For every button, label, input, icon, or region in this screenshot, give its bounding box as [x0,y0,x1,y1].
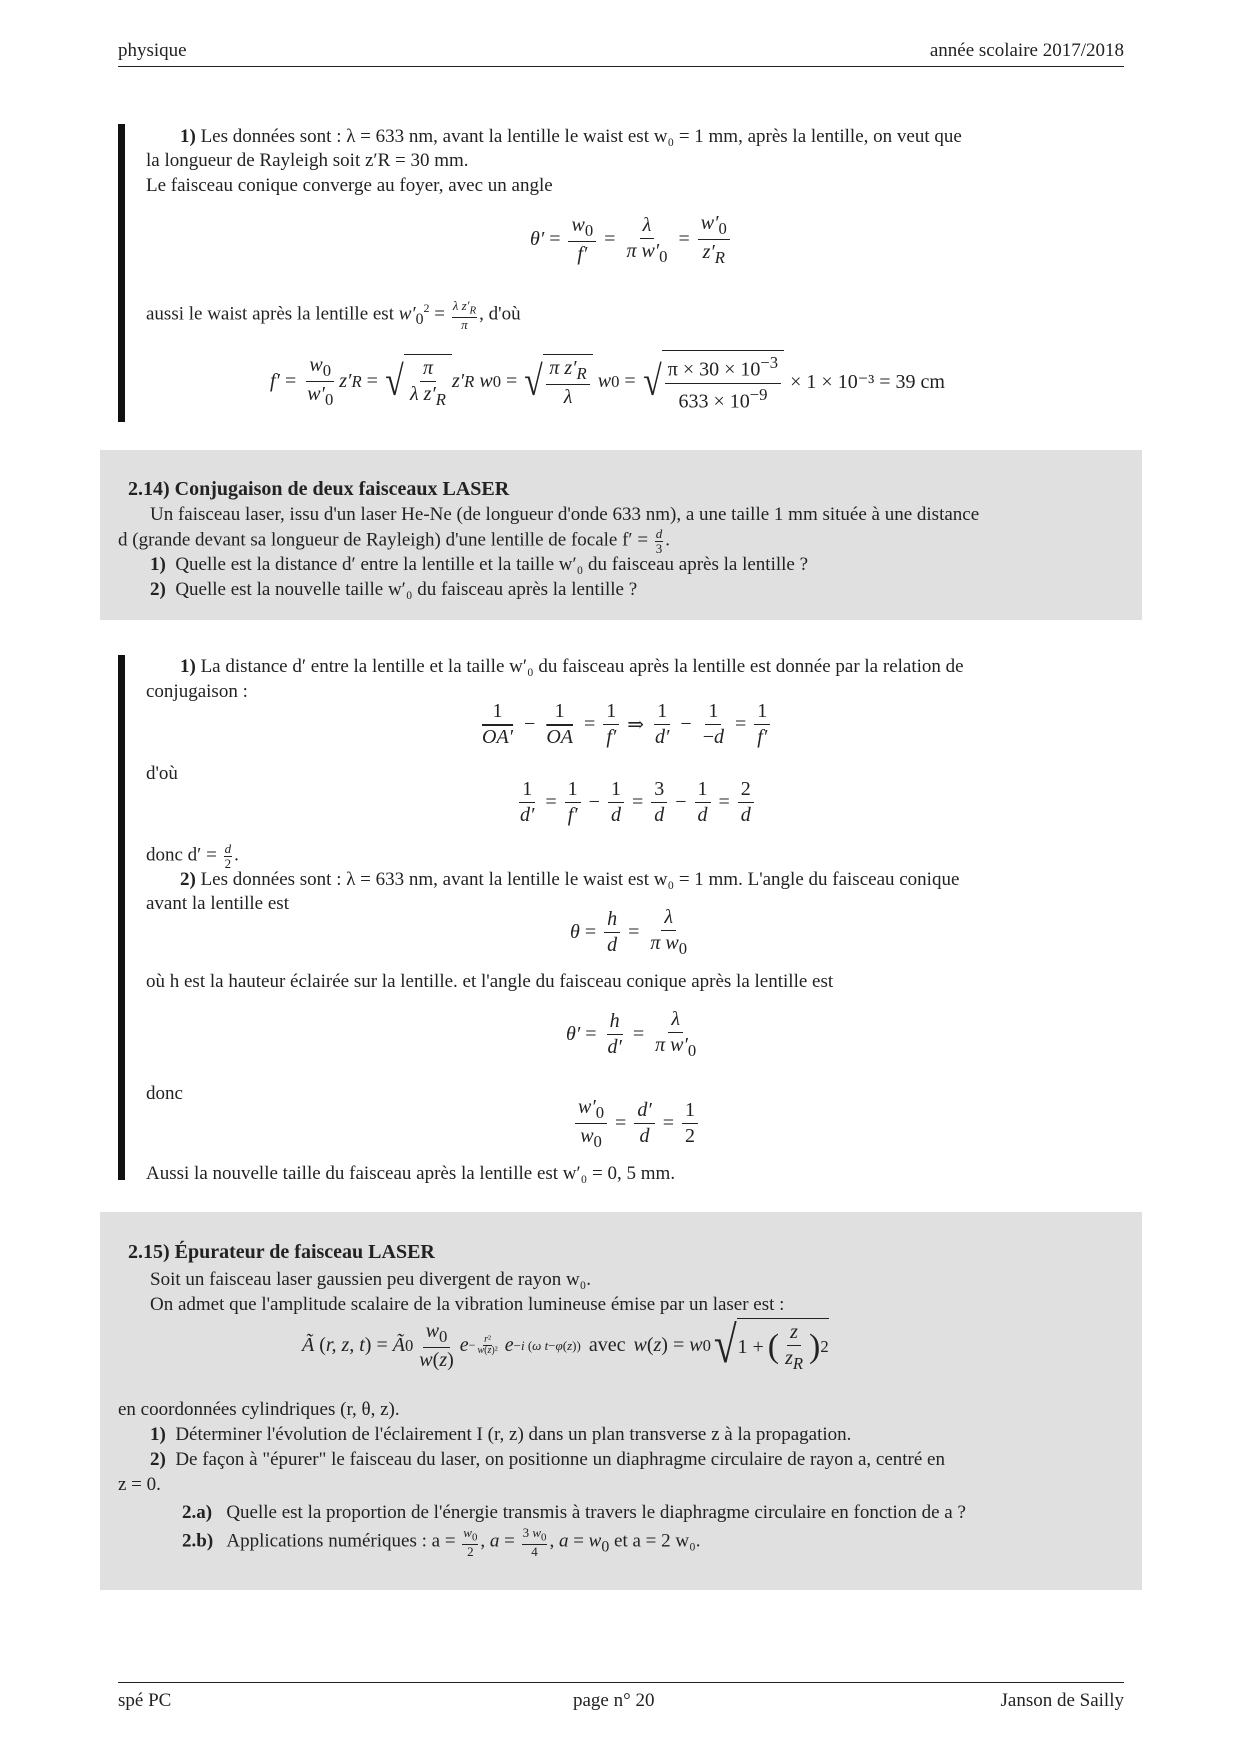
sol2-line6: Aussi la nouvelle taille du faisceau après la lentille est w′₀ = 0, 5 mm. [146,1163,676,1184]
equation-focal-length: f′ = $\frac{w_0}{w'_0}$ z′ R = √ $\frac{\pi}{\lambda z'_R}$ z′ R w 0 = √ $\frac{\pi z'_R}{\lambda}$ w 0 = √ $\frac{\pi \times 30 \times 10^{-3}}{633 \times 10^{-9}}$ × 1 × 10⁻³ = 39 cm [270,350,945,413]
sol1-line2: la longueur de Rayleigh soit z′R = 30 mm. [146,150,469,171]
ex215-question-2: 2) De façon à "épurer" le faisceau du laser, on positionne un diaphragme circulaire de rayon a, centré en [150,1449,945,1470]
sol2-line4: avant la lentille est [146,893,289,914]
footer-page-number: page n° 20 [573,1690,655,1711]
sol2-dou: d'où [146,763,178,784]
equation-theta: θ = $\frac{h}{d}$ = $\frac{\lambda}{\pi w_0}$ [570,906,688,958]
footer-class: spé PC [118,1690,172,1711]
solution-bar-2 [118,655,125,1180]
ex214-question-2: 2) Quelle est la nouvelle taille w′₀ du faisceau après la lentille ? [150,579,638,600]
header-rule [118,66,1124,67]
ex214-line2: d (grande devant sa longueur de Rayleigh) d'une lentille de focale f′ = $\frac{d}{3}$ . [118,526,671,556]
header-subject: physique [118,40,187,61]
equation-conjugation: $\frac{1}{OA'}$ − $\frac{1}{OA}$ = $\frac{1}{f'}$ ⇒ $\frac{1}{d'}$ − $\frac{1}{-d}$ = $\frac{1}{f'}$ [476,700,773,749]
sol2-donc2: donc [146,1083,183,1104]
sol2-line2: conjugaison : [146,681,248,702]
sol2-donc1: donc d′ = $\frac{d}{2}$ . [146,841,239,871]
ex215-line3: en coordonnées cylindriques (r, θ, z). [118,1399,400,1420]
exercise-2-14-title: 2.14) Conjugaison de deux faisceaux LASER [128,478,510,500]
equation-gaussian-amplitude: Ã ( r, z, t ) = Ã 0 $\frac{w_0}{w(z)}$ e − $\frac{\text{r²}}{\text{w(z)²}}$ e −i (ω t−φ(z)) avec w ( z ) = w 0 √ 1 + ( $\frac{z}{z_R}$ ) 2 [302,1316,829,1374]
sol2-line1: 1) La distance d′ entre la lentille et la taille w′₀ du faisceau après la lentille est donnée par la relation de [180,656,964,677]
ex215-question-2a: 2.a) Quelle est la proportion de l'énergie transmis à travers le diaphragme circulaire en fonction de a ? [182,1502,966,1523]
ex214-question-1: 1) Quelle est la distance d′ entre la lentille et la taille w′₀ du faisceau après la lentille ? [150,554,809,575]
sol2-line3: 2) Les données sont : λ = 633 nm, avant la lentille le waist est w₀ = 1 mm. L'angle du faisceau conique [180,869,960,890]
sol1-line1: 1) Les données sont : λ = 633 nm, avant la lentille le waist est w₀ = 1 mm, après la lentille, on veut que [180,126,962,147]
sol1-line4: aussi le waist après la lentille est $w'_0^2$ = $\frac{\lambda z'_R}{\pi}$ , d'où [146,297,521,332]
equation-theta-prime-2: θ′ = $\frac{h}{d'}$ = $\frac{\lambda}{\pi w'_0}$ [566,1008,697,1060]
equation-waist-ratio: $\frac{w'_0}{w_0}$ = $\frac{d'}{d}$ = $\frac{1}{2}$ [572,1096,701,1151]
ex215-question-1: 1) Déterminer l'évolution de l'éclairement I (r, z) dans un plan transverse z à la propagation. [150,1424,852,1445]
equation-theta-prime: θ′ = $\frac{w_0}{f'}$ = $\frac{\lambda}{\pi w'_0}$ = $\frac{w'_0}{z'_R}$ [530,212,733,267]
ex214-line1: Un faisceau laser, issu d'un laser He-Ne (de longueur d'onde 633 nm), a une taille 1 mm située à une distance [150,504,980,525]
equation-inverse-d-prime: $\frac{1}{d'}$ = $\frac{1}{f'}$ − $\frac{1}{d}$ = $\frac{3}{d}$ − $\frac{1}{d}$ = $\frac{2}{d}$ [514,778,757,827]
footer-school: Janson de Sailly [1000,1690,1124,1711]
footer-rule [118,1682,1124,1683]
sol2-line5: où h est la hauteur éclairée sur la lentille. et l'angle du faisceau conique après la lentille est [146,971,834,992]
solution-bar-1 [118,124,125,422]
ex215-line1: Soit un faisceau laser gaussien peu divergent de rayon w₀. [150,1269,592,1290]
exercise-2-15-title: 2.15) Épurateur de faisceau LASER [128,1241,435,1263]
ex215-question-2b: 2.b) Applications numériques : a = $\frac{w_0}{2}$ , a = $\frac{3 w_0}{4}$ , $a = w_0$ et a = 2 w₀. [182,1525,701,1559]
header-year: année scolaire 2017/2018 [929,40,1124,61]
ex215-question-2-cont: z = 0. [118,1474,161,1495]
ex215-line2: On admet que l'amplitude scalaire de la vibration lumineuse émise par un laser est : [150,1294,785,1315]
sol1-line3: Le faisceau conique converge au foyer, avec un angle [146,175,553,196]
